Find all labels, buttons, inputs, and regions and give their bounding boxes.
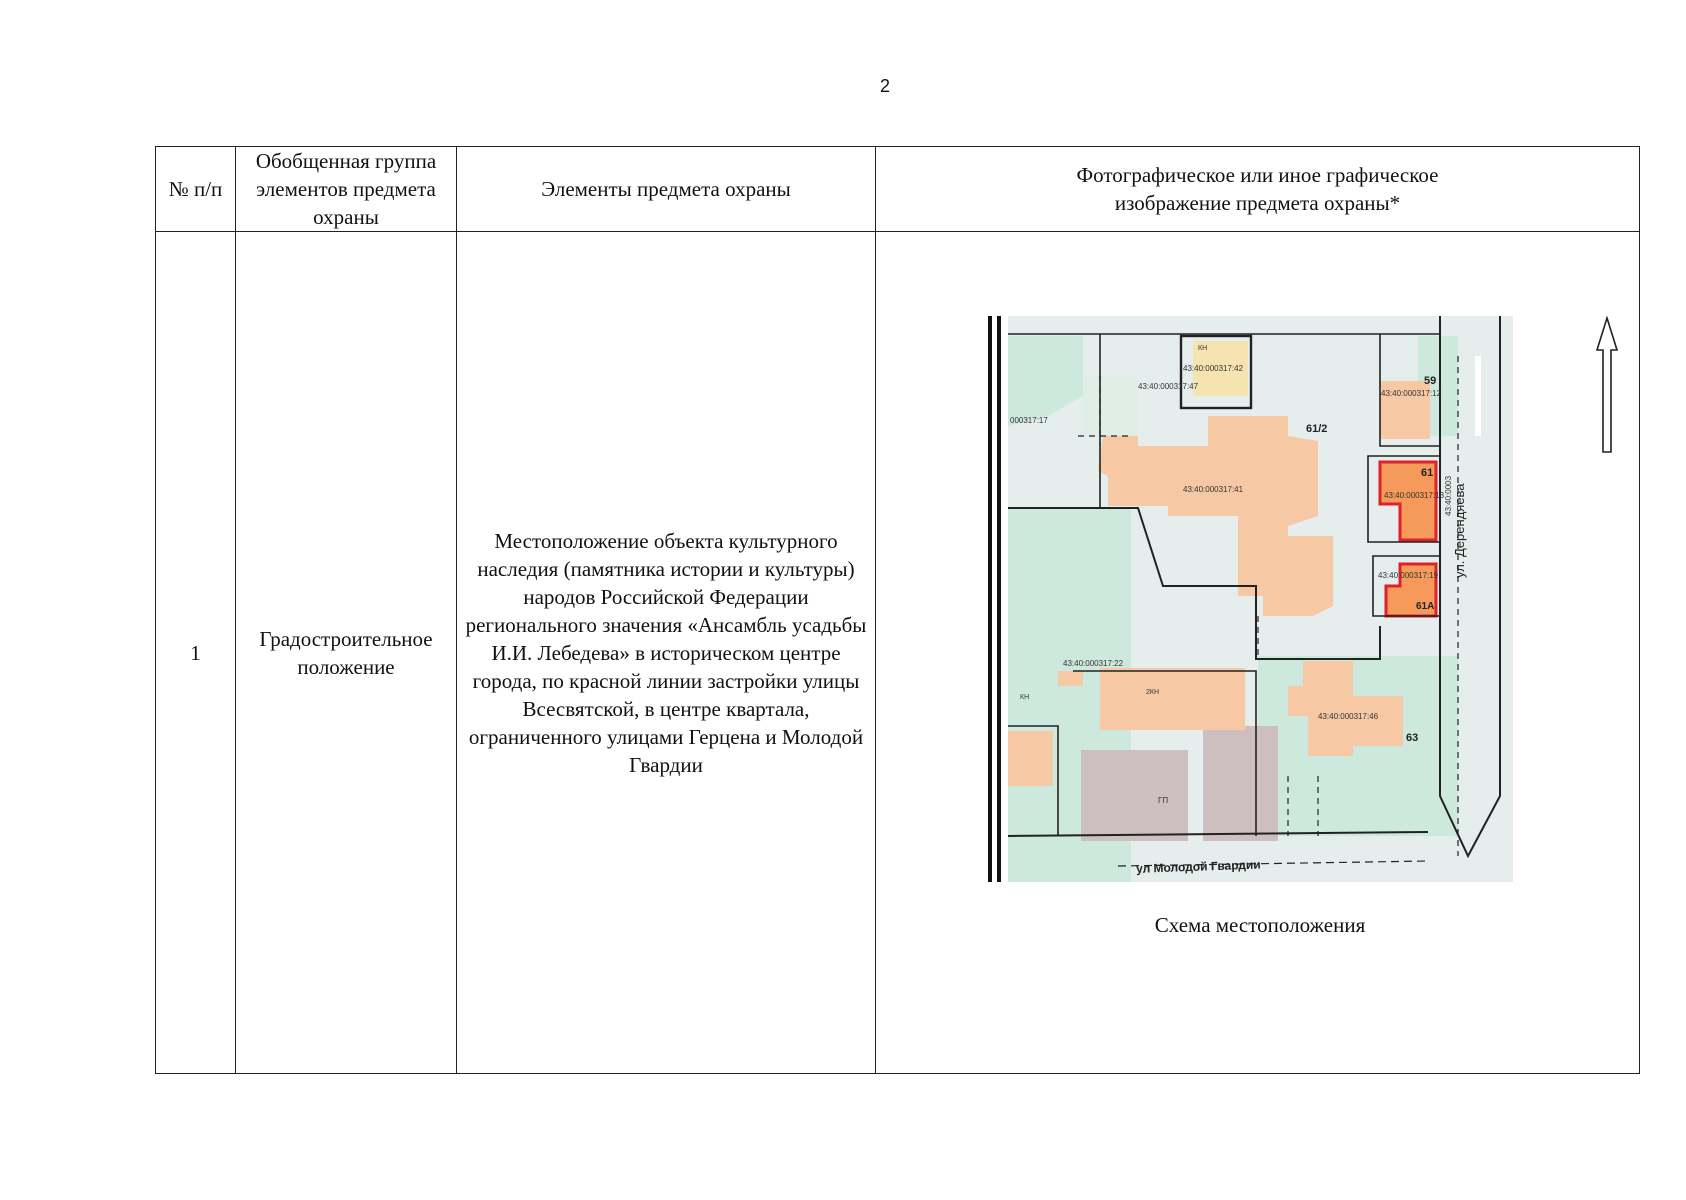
label-kn: КН: [1198, 345, 1208, 352]
label-cad-22: 43:40:000317:22: [1063, 659, 1124, 668]
row-elements: Местоположение объекта культурного наследия (памятника истории и культуры) народов Российской Федерации регионального значения «Ансамбль усадьбы И.И. Лебедева» в историческом центре города, по красной линии застройки улицы Всесвятской, в центре квартала, ограниченного улицами Герцена и Молодой Гвардии: [457, 232, 876, 1074]
label-cad-right: 43:40:0003: [1444, 475, 1453, 516]
map-caption: Схема местоположения: [1154, 913, 1366, 937]
header-elements: Элементы предмета охраны: [457, 147, 876, 232]
protection-table: [155, 146, 1640, 1074]
header-image: Фотографическое или иное графическое изображение предмета охраны*: [876, 147, 1640, 232]
label-61a: 61А: [1416, 601, 1435, 612]
label-63: 63: [1406, 732, 1419, 744]
street-molodoy-gvardii: ул Молодой Гвардии: [1135, 857, 1261, 876]
label-cad-41: 43:40:000317:41: [1183, 485, 1244, 494]
label-gp: ГП: [1158, 796, 1169, 805]
label-cad-47: 43:40:000317:47: [1138, 382, 1199, 391]
label-cad-42: 43:40:000317:42: [1183, 364, 1244, 373]
label-kn2: КН: [1020, 694, 1030, 701]
location-map-svg: [988, 316, 1514, 882]
label-2kn: 2КН: [1146, 689, 1160, 696]
row-image-cell: [876, 232, 1640, 1074]
label-cad-17: 000317:17: [1010, 416, 1048, 425]
label-cad-19: 43:40:000317:19: [1378, 571, 1439, 580]
label-61: 61: [1421, 467, 1434, 479]
label-59: 59: [1424, 375, 1437, 387]
north-arrow-icon: [1595, 316, 1619, 456]
row-group: Градостроительное положение: [236, 232, 457, 1074]
table-row: [156, 232, 1640, 1074]
header-group: Обобщенная группа элементов предмета охраны: [236, 147, 457, 232]
header-num: № п/п: [156, 147, 236, 232]
street-derendyaeva: ул. Дерендяева: [1452, 483, 1467, 578]
label-cad-46: 43:40:000317:46: [1318, 712, 1379, 721]
page-number: 2: [879, 76, 890, 96]
label-cad-12: 43:40:000317:12: [1381, 389, 1442, 398]
row-num: 1: [156, 232, 236, 1074]
label-cad-13: 43:40:000317:13: [1384, 491, 1445, 500]
label-61-2: 61/2: [1306, 423, 1328, 435]
location-map: [988, 316, 1514, 882]
table-header-row: [156, 147, 1640, 232]
